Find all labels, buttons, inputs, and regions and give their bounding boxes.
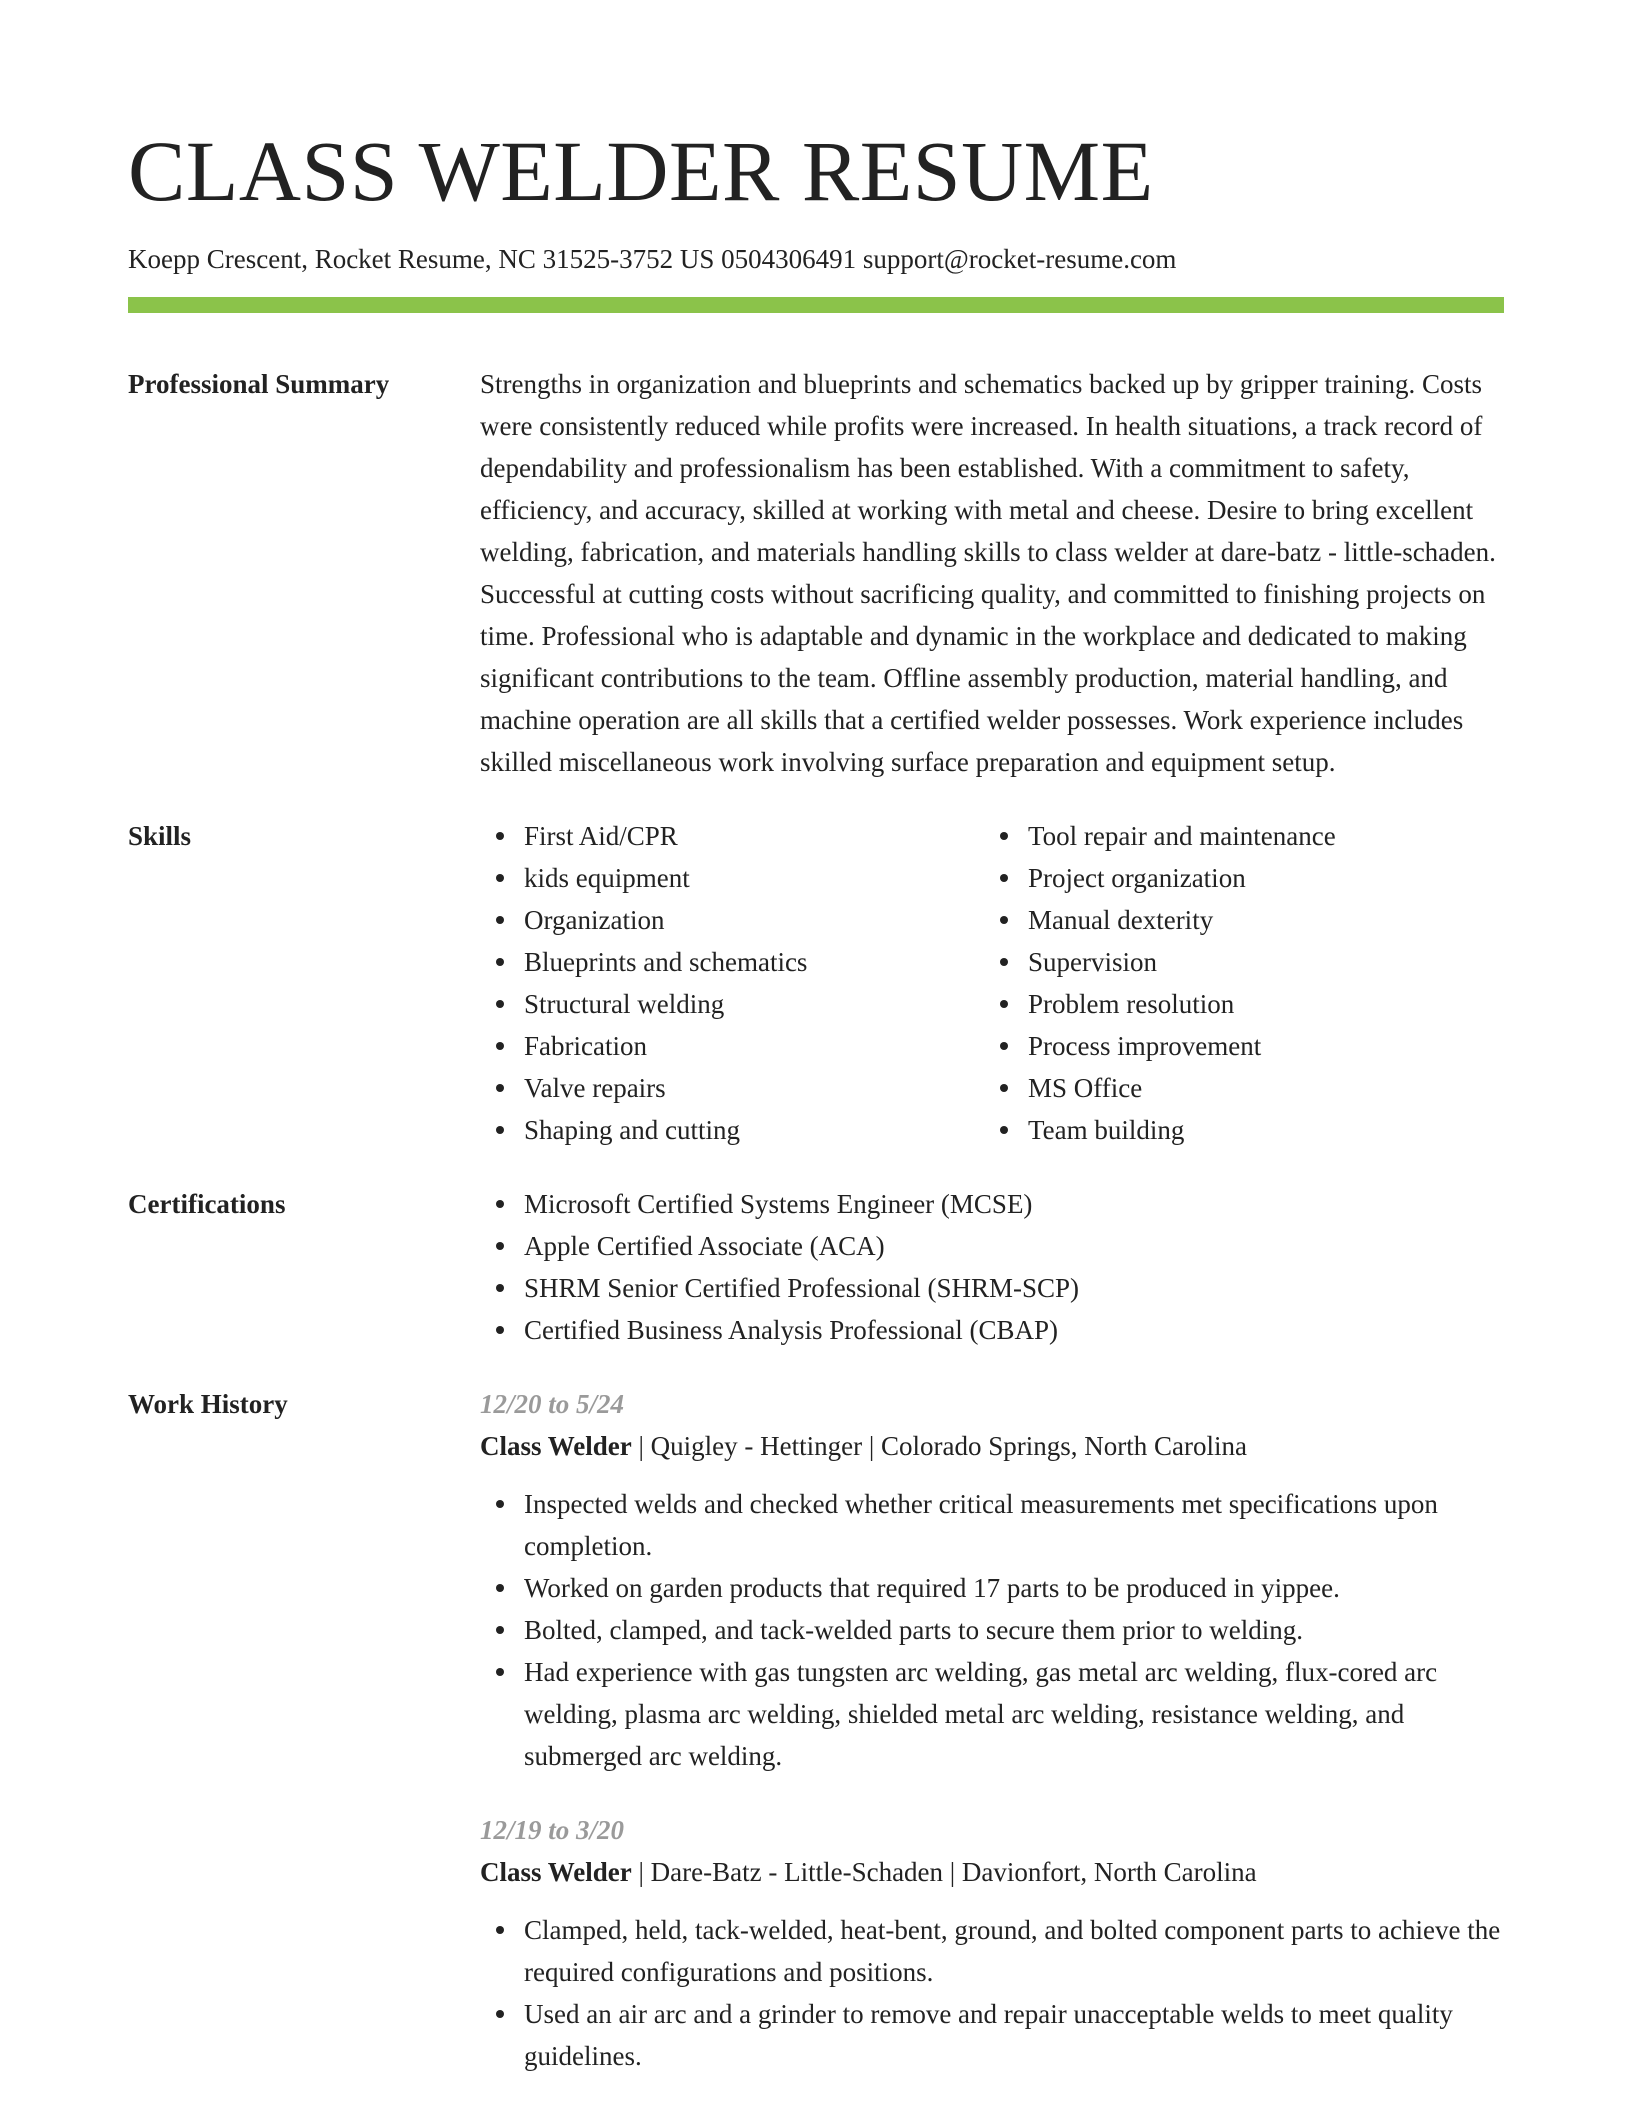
skill-item: Structural welding bbox=[524, 983, 984, 1025]
certification-item: Microsoft Certified Systems Engineer (MCSE) bbox=[524, 1183, 1504, 1225]
skill-item: kids equipment bbox=[524, 857, 984, 899]
certifications-body bbox=[480, 1183, 1504, 1351]
skill-item: Problem resolution bbox=[1028, 983, 1488, 1025]
job-duty: Inspected welds and checked whether critical measurements met specifications upon completion. bbox=[524, 1483, 1504, 1567]
job-duty: Used an air arc and a grinder to remove and repair unacceptable welds to meet quality guidelines. bbox=[524, 1993, 1504, 2077]
skill-item: Project organization bbox=[1028, 857, 1488, 899]
skill-item: Blueprints and schematics bbox=[524, 941, 984, 983]
skill-item: Fabrication bbox=[524, 1025, 984, 1067]
skill-item: First Aid/CPR bbox=[524, 815, 984, 857]
skills-body bbox=[480, 815, 1504, 1151]
job-duty: Bolted, clamped, and tack-welded parts to secure them prior to welding. bbox=[524, 1609, 1504, 1651]
skills-section bbox=[128, 815, 1504, 1151]
summary-label: Professional Summary bbox=[128, 369, 390, 400]
skills-list-left bbox=[480, 815, 984, 1151]
job-entry bbox=[480, 1809, 1504, 2077]
skills-label: Skills bbox=[128, 821, 192, 852]
job-employer-location: | Quigley - Hettinger | Colorado Springs, North Carolina bbox=[631, 1431, 1247, 1462]
skill-item: Team building bbox=[1028, 1109, 1488, 1151]
job-heading bbox=[480, 1425, 1504, 1467]
skill-item: Organization bbox=[524, 899, 984, 941]
job-title: Class Welder bbox=[480, 1857, 632, 1888]
job-entry bbox=[480, 1383, 1504, 1777]
summary-section bbox=[128, 363, 1504, 783]
header-divider bbox=[128, 297, 1504, 313]
skill-item: Manual dexterity bbox=[1028, 899, 1488, 941]
contact-info: Koepp Crescent, Rocket Resume, NC 31525-3752 US 0504306491 support@rocket-resume.com bbox=[128, 244, 1177, 274]
job-title: Class Welder bbox=[480, 1431, 632, 1462]
job-heading bbox=[480, 1851, 1504, 1893]
skills-list-right bbox=[984, 815, 1488, 1151]
job-duties-list bbox=[480, 1483, 1504, 1777]
skill-item: Process improvement bbox=[1028, 1025, 1488, 1067]
skill-item: Shaping and cutting bbox=[524, 1109, 984, 1151]
certifications-section bbox=[128, 1183, 1504, 1351]
work-history-section bbox=[128, 1383, 1504, 2105]
resume-title: CLASS WELDER RESUME bbox=[128, 123, 1154, 219]
certification-item: SHRM Senior Certified Professional (SHRM-SCP) bbox=[524, 1267, 1504, 1309]
job-duty: Worked on garden products that required 17 parts to be produced in yippee. bbox=[524, 1567, 1504, 1609]
certification-item: Certified Business Analysis Professional (CBAP) bbox=[524, 1309, 1504, 1351]
job-duty: Clamped, held, tack-welded, heat-bent, ground, and bolted component parts to achieve the required configurations and positions. bbox=[524, 1909, 1504, 1993]
skill-item: Valve repairs bbox=[524, 1067, 984, 1109]
job-dates: 12/19 to 3/20 bbox=[480, 1815, 625, 1846]
certifications-list bbox=[480, 1183, 1504, 1351]
job-employer-location: | Dare-Batz - Little-Schaden | Davionfort, North Carolina bbox=[631, 1857, 1257, 1888]
certifications-label: Certifications bbox=[128, 1189, 286, 1220]
job-duty: Had experience with gas tungsten arc welding, gas metal arc welding, flux-cored arc welding, plasma arc welding, shielded metal arc welding, resistance welding, and submerged arc welding. bbox=[524, 1651, 1504, 1777]
skills-column-left bbox=[480, 815, 984, 1151]
skill-item: MS Office bbox=[1028, 1067, 1488, 1109]
summary-text: Strengths in organization and blueprints and schematics backed up by gripper training. Costs were consistently reduced while profits were increased. In health situations, a track record of dependability and professionalism has been established. With a commitment to safety, efficiency, and accuracy, skilled at working with metal and cheese. Desire to bring excellent welding, fabrication, and materials handling skills to class welder at dare-batz - little-schaden. Successful at cutting costs without sacrificing quality, and committed to finishing projects on time. Professional who is adaptable and dynamic in the workplace and dedicated to making significant contributions to the team. Offline assembly production, material handling, and machine operation are all skills that a certified welder possesses. Work experience includes skilled miscellaneous work involving surface preparation and equipment setup. bbox=[480, 369, 1496, 778]
work-history-label: Work History bbox=[128, 1389, 288, 1420]
job-duties-list bbox=[480, 1909, 1504, 2077]
skill-item: Tool repair and maintenance bbox=[1028, 815, 1488, 857]
summary-body bbox=[480, 363, 1504, 783]
skill-item: Supervision bbox=[1028, 941, 1488, 983]
certification-item: Apple Certified Associate (ACA) bbox=[524, 1225, 1504, 1267]
job-dates: 12/20 to 5/24 bbox=[480, 1389, 625, 1420]
work-history-body bbox=[480, 1383, 1504, 2105]
skills-column-right bbox=[984, 815, 1488, 1151]
